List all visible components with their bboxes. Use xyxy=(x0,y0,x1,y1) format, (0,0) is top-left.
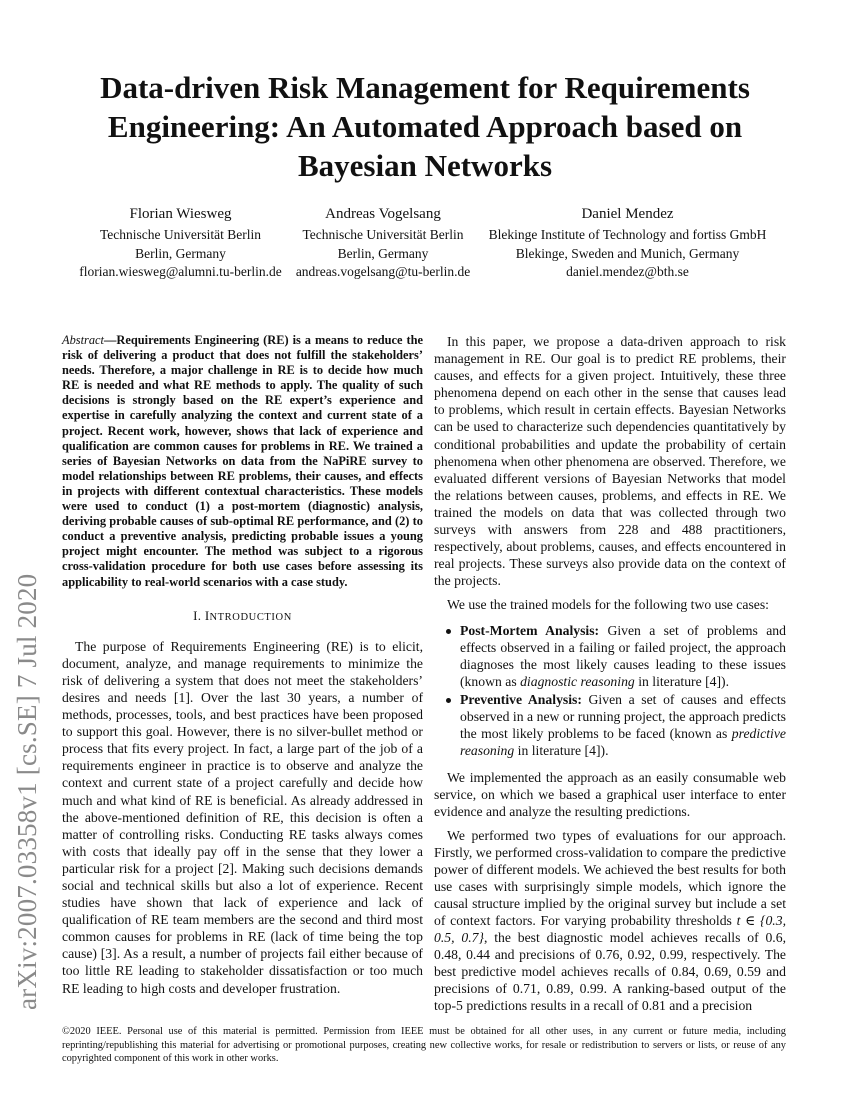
intro-paragraph-4: We implemented the approach as an easily consumable web service, on which we based a graphical user interface to enter evidence and analyze the resulting predictions. xyxy=(434,770,786,820)
author-name: Andreas Vogelsang xyxy=(325,206,441,222)
author-email: florian.wiesweg@alumni.tu-berlin.de xyxy=(79,264,282,279)
list-item-text: Given a set of problems and effects observed in a failing or failed project, the approach diagnoses the most likely causes leading to these issues (known as xyxy=(460,622,786,689)
section-heading-introduction xyxy=(62,607,423,626)
list-item-emphasis: predictive reasoning xyxy=(460,726,786,759)
author-email: andreas.vogelsang@tu-berlin.de xyxy=(295,264,471,279)
abstract-text: —Requirements Engineering (RE) is a means to reduce the risk of delivering a product that does not fulfill the stakeholders’ needs. Therefore, a major challenge in RE is to decide how much RE is needed and what RE methods to apply. The quality of such decisions is strongly based on the RE expert’s experience and expertise in carefully analyzing the context and current state of a project. Recent work, however, shows that lack of experience and qualification are common causes for problems in RE. We trained a series of Bayesian Networks on data from the NaPiRE survey to model relationships between RE problems, their causes, and effects in projects with different contextual characteristics. These models were used to conduct (1) a post-mortem (diagnostic) analysis, deriving probable causes of sub-optimal RE performance, and (2) to conduct a preventive analysis, predicting probable issues a young project might encounter. The method was subject to a rigorous cross-validation procedure for both use cases before assessing its applicability to real-world scenarios with a case study. xyxy=(62,333,423,589)
bullet-icon xyxy=(446,698,451,703)
abstract xyxy=(62,333,423,590)
bullet-icon xyxy=(446,629,451,634)
list-item xyxy=(434,622,786,690)
author-1 xyxy=(78,205,283,282)
author-location: Berlin, Germany xyxy=(337,245,429,261)
list-item xyxy=(434,691,786,759)
right-column xyxy=(434,333,786,1021)
use-case-list xyxy=(434,622,786,760)
section-title xyxy=(205,608,292,623)
author-block xyxy=(0,205,850,280)
list-item-text-end: in literature [4]). xyxy=(634,673,730,689)
list-item-label: Post-Mortem Analysis: xyxy=(460,622,600,638)
author-affiliation: Technische Universität Berlin xyxy=(302,227,464,242)
author-3 xyxy=(480,205,775,282)
section-title-rest: NTRODUCTION xyxy=(209,611,292,623)
section-numeral: I. xyxy=(193,607,202,623)
author-2 xyxy=(288,205,478,282)
author-name: Daniel Mendez xyxy=(581,206,674,222)
arxiv-identifier-stamp: arXiv:2007.03358v1 [cs.SE] 7 Jul 2020 xyxy=(12,573,42,1010)
paragraph-text: We performed two types of evaluations for our approach. Firstly, we performed cross-validation to compare the predictive power of different models. We achieved the best results for both use cases with surprisingly simple models, which ignore the causal structure implied by the original survey but include a set of context factors. For varying probability thresholds xyxy=(434,827,786,928)
copyright-notice: ©2020 IEEE. Personal use of this material is permitted. Permission from IEEE must be obtained for all other uses, in any current or future media, including reprinting/republishing this material for advertising or promotional purposes, creating new collective works, for resale or redistribution to servers or lists, or reuse of any copyrighted component of this work in other works. xyxy=(62,1026,786,1065)
intro-paragraph-3: We use the trained models for the following two use cases: xyxy=(447,597,769,613)
paper-title: Data-driven Risk Management for Requirements Engineering: An Automated Approach based on Bayesian Networks xyxy=(100,70,750,183)
intro-paragraph-2: In this paper, we propose a data-driven approach to risk management in RE. Our goal is to predict RE problems, their causes, and effects for a given project. Intuitively, these three phenomena depend on each other in the sense that causes lead to problems, which result in certain effects. Bayesian Networks can be used to characterize such dependencies quantitatively by conditional probabilities and update the probability of certain phenomena when other phenomena are observed. Therefore, we evaluated different versions of Bayesian Networks that model the relations between causes, problems, and effects in RE. We trained the models on data that was collected through two surveys with answers from 228 and 488 practitioners, respectively, about problems, causes, and effects encountered in real projects. These surveys also provide data on the context of the projects. xyxy=(434,334,786,589)
intro-paragraph-1: The purpose of Requirements Engineering (RE) is to elicit, document, analyze, and manage requirements to minimize the risk of delivering a system that does not meet the stakeholders’ desires and needs [1]. Over the last 30 years, a number of methods, processes, tools, and best practices have been proposed to support this goal. However, there is no silver-bullet method or process that fits every project. In fact, a large part of the job of a requirements engineer in practice is to observe and analyze the context and current state of a project carefully and decide how much and what kind of RE is beneficial. As already addressed in the above-mentioned definition of RE, this decision is often a matter of controlling risks. Conducting RE tasks always comes with costs that ideally pay off in the sense that they lower a particular risk for a project [2]. Making such decisions demands social and technical skills but also a lot of experience. Recent studies have shown that lack of experience and lack of qualification of RE team members are the second and third most common causes for problems in RE (lack of time being the top cause) [3]. As a result, a number of projects fail either because of too little RE leading to stakeholder dissatisfaction or too much RE leading to high costs and developer frustration. xyxy=(62,638,423,996)
list-item-text: Given a set of causes and effects observed in a new or running project, the approach predicts the most likely problems to be faced (known as xyxy=(460,691,787,742)
author-name: Florian Wiesweg xyxy=(129,206,232,222)
list-item-text-end: in literature [4]). xyxy=(514,743,609,759)
list-item-label: Preventive Analysis: xyxy=(460,691,582,707)
threshold-math: t ∈ {0.3, 0.5, 0.7} xyxy=(434,913,786,946)
author-location: Blekinge, Sweden and Munich, Germany xyxy=(515,245,740,261)
abstract-lead: Abstract xyxy=(62,333,104,347)
list-item-emphasis: diagnostic reasoning xyxy=(520,673,635,689)
paragraph-text-end: , the best diagnostic model achieves recalls of 0.6, 0.48, 0.44 and precisions of 0.76, 0.92, 0.99, respectively. The best predictive model achieves recalls of 0.84, 0.69, 0.59 and precisions of 0.71, 0.89, 0.99. A ranking-based output of the top-5 predictions results in a recall of 0.81 and a precision xyxy=(434,930,786,1014)
author-location: Berlin, Germany xyxy=(135,245,226,261)
left-column xyxy=(62,333,423,1003)
intro-paragraph-5 xyxy=(434,827,786,1015)
author-affiliation: Blekinge Institute of Technology and fortiss GmbH xyxy=(488,227,767,242)
section-title-initial: I xyxy=(204,607,210,623)
author-affiliation: Technische Universität Berlin xyxy=(99,227,261,242)
author-email: daniel.mendez@bth.se xyxy=(566,264,689,279)
